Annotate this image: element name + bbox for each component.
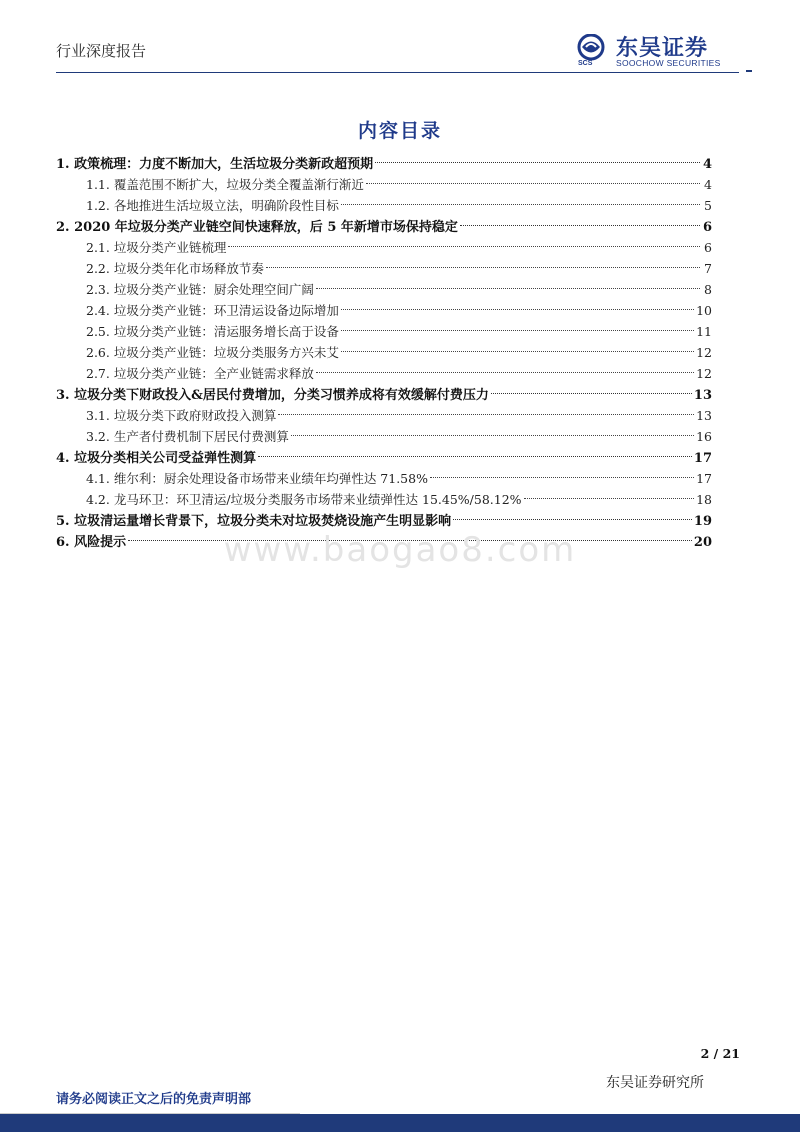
toc-entry-title: 6. 风险提示	[56, 535, 127, 550]
toc-dot-leader	[491, 372, 692, 394]
toc-entry-page: 7	[704, 261, 712, 276]
toc-dot-leader	[375, 141, 700, 163]
company-logo	[576, 34, 746, 74]
toc-entry-title: 4.2. 龙马环卫：环卫清运/垃圾分类服务市场带来业绩弹性达 15.45%/58.12%	[86, 492, 522, 507]
header-report-type: 行业深度报告	[56, 42, 147, 60]
header-divider-tick	[746, 70, 752, 72]
toc-dot-leader	[316, 351, 694, 373]
toc-dot-leader	[453, 498, 692, 520]
header-divider	[56, 72, 739, 73]
toc-entry-title: 2.4. 垃圾分类产业链：环卫清运设备边际增加	[86, 303, 339, 318]
toc-entry-page: 16	[696, 429, 712, 444]
toc-entry-page: 5	[704, 198, 712, 213]
toc-dot-leader	[228, 225, 700, 247]
page-number: 2 / 21	[700, 1046, 740, 1061]
toc-entry-title: 1.1. 覆盖范围不断扩大，垃圾分类全覆盖渐行渐近	[86, 177, 364, 192]
toc-entry-page: 11	[696, 324, 712, 339]
toc-entry-title: 5. 垃圾清运量增长背景下，垃圾分类未对垃圾焚烧设施产生明显影响	[56, 514, 452, 529]
toc-entry-title: 2.7. 垃圾分类产业链：全产业链需求释放	[86, 366, 314, 381]
toc-dot-leader	[341, 309, 694, 331]
toc-entry-title: 2.1. 垃圾分类产业链梳理	[86, 240, 227, 255]
toc-entry-title: 2.3. 垃圾分类产业链：厨余处理空间广阔	[86, 282, 314, 297]
toc-entry-page: 6	[704, 240, 712, 255]
logo-english-name: SOOCHOW SECURITIES	[616, 58, 721, 68]
logo-chinese-name: 东吴证券	[616, 36, 709, 61]
toc-entry-title: 3.2. 生产者付费机制下居民付费测算	[86, 429, 289, 444]
toc-dot-leader	[341, 330, 694, 352]
toc-entry-page: 12	[696, 366, 712, 381]
toc-entry-title: 2.5. 垃圾分类产业链：清运服务增长高于设备	[86, 324, 339, 339]
toc-dot-leader	[278, 393, 694, 415]
toc-entry-page: 18	[696, 492, 712, 507]
watermark: www.baogao8.com	[223, 530, 577, 570]
footer-bar	[0, 1114, 800, 1132]
toc-entry-title: 2. 2020 年垃圾分类产业链空间快速释放，后 5 年新增市场保持稳定	[56, 220, 458, 235]
toc-entry-page: 17	[696, 471, 712, 486]
logo-abbrev: SCS	[578, 60, 593, 67]
toc-entry-page: 4	[704, 177, 712, 192]
toc-dot-leader	[524, 477, 695, 499]
toc-dot-leader	[316, 267, 700, 289]
toc-entry-page: 13	[693, 388, 712, 403]
toc-entry-page: 10	[696, 303, 712, 318]
footer-organization: 东吴证券研究所	[606, 1075, 704, 1091]
toc-dot-leader	[430, 456, 694, 478]
toc-dot-leader	[291, 414, 694, 436]
toc-dot-leader	[258, 435, 692, 457]
toc-entry-title: 4. 垃圾分类相关公司受益弹性测算	[56, 451, 257, 466]
toc-entry-title: 1.2. 各地推进生活垃圾立法，明确阶段性目标	[86, 198, 339, 213]
toc-dot-leader	[341, 288, 694, 310]
toc-entry-title: 2.6. 垃圾分类产业链：垃圾分类服务方兴未艾	[86, 345, 339, 360]
toc-entry-page: 13	[696, 408, 712, 423]
toc-entry-page: 12	[696, 345, 712, 360]
toc-entry-page: 17	[693, 451, 712, 466]
toc-title: 内容目录	[357, 120, 442, 142]
toc-entry-page: 20	[693, 535, 712, 550]
toc-dot-leader	[460, 204, 700, 226]
toc-entry-page: 8	[704, 282, 712, 297]
toc-entry-title: 3. 垃圾分类下财政投入&居民付费增加，分类习惯养成将有效缓解付费压力	[56, 388, 489, 403]
toc-dot-leader	[266, 246, 700, 268]
toc-entry-title: 4.1. 维尔利：厨余处理设备市场带来业绩年均弹性达 71.58%	[86, 471, 428, 486]
toc-dot-leader	[366, 162, 700, 184]
toc-entry-page: 6	[702, 220, 712, 235]
toc-entry-title: 3.1. 垃圾分类下政府财政投入测算	[86, 408, 277, 423]
footer-disclaimer: 请务必阅读正文之后的免责声明部	[56, 1092, 252, 1107]
toc-entry-page: 4	[702, 157, 712, 172]
toc-entry-title: 2.2. 垃圾分类年化市场释放节奏	[86, 261, 264, 276]
toc-dot-leader	[341, 183, 700, 205]
toc-entry-page: 19	[693, 514, 712, 529]
toc-entry-title: 1. 政策梳理：力度不断加大，生活垃圾分类新政超预期	[56, 157, 374, 172]
